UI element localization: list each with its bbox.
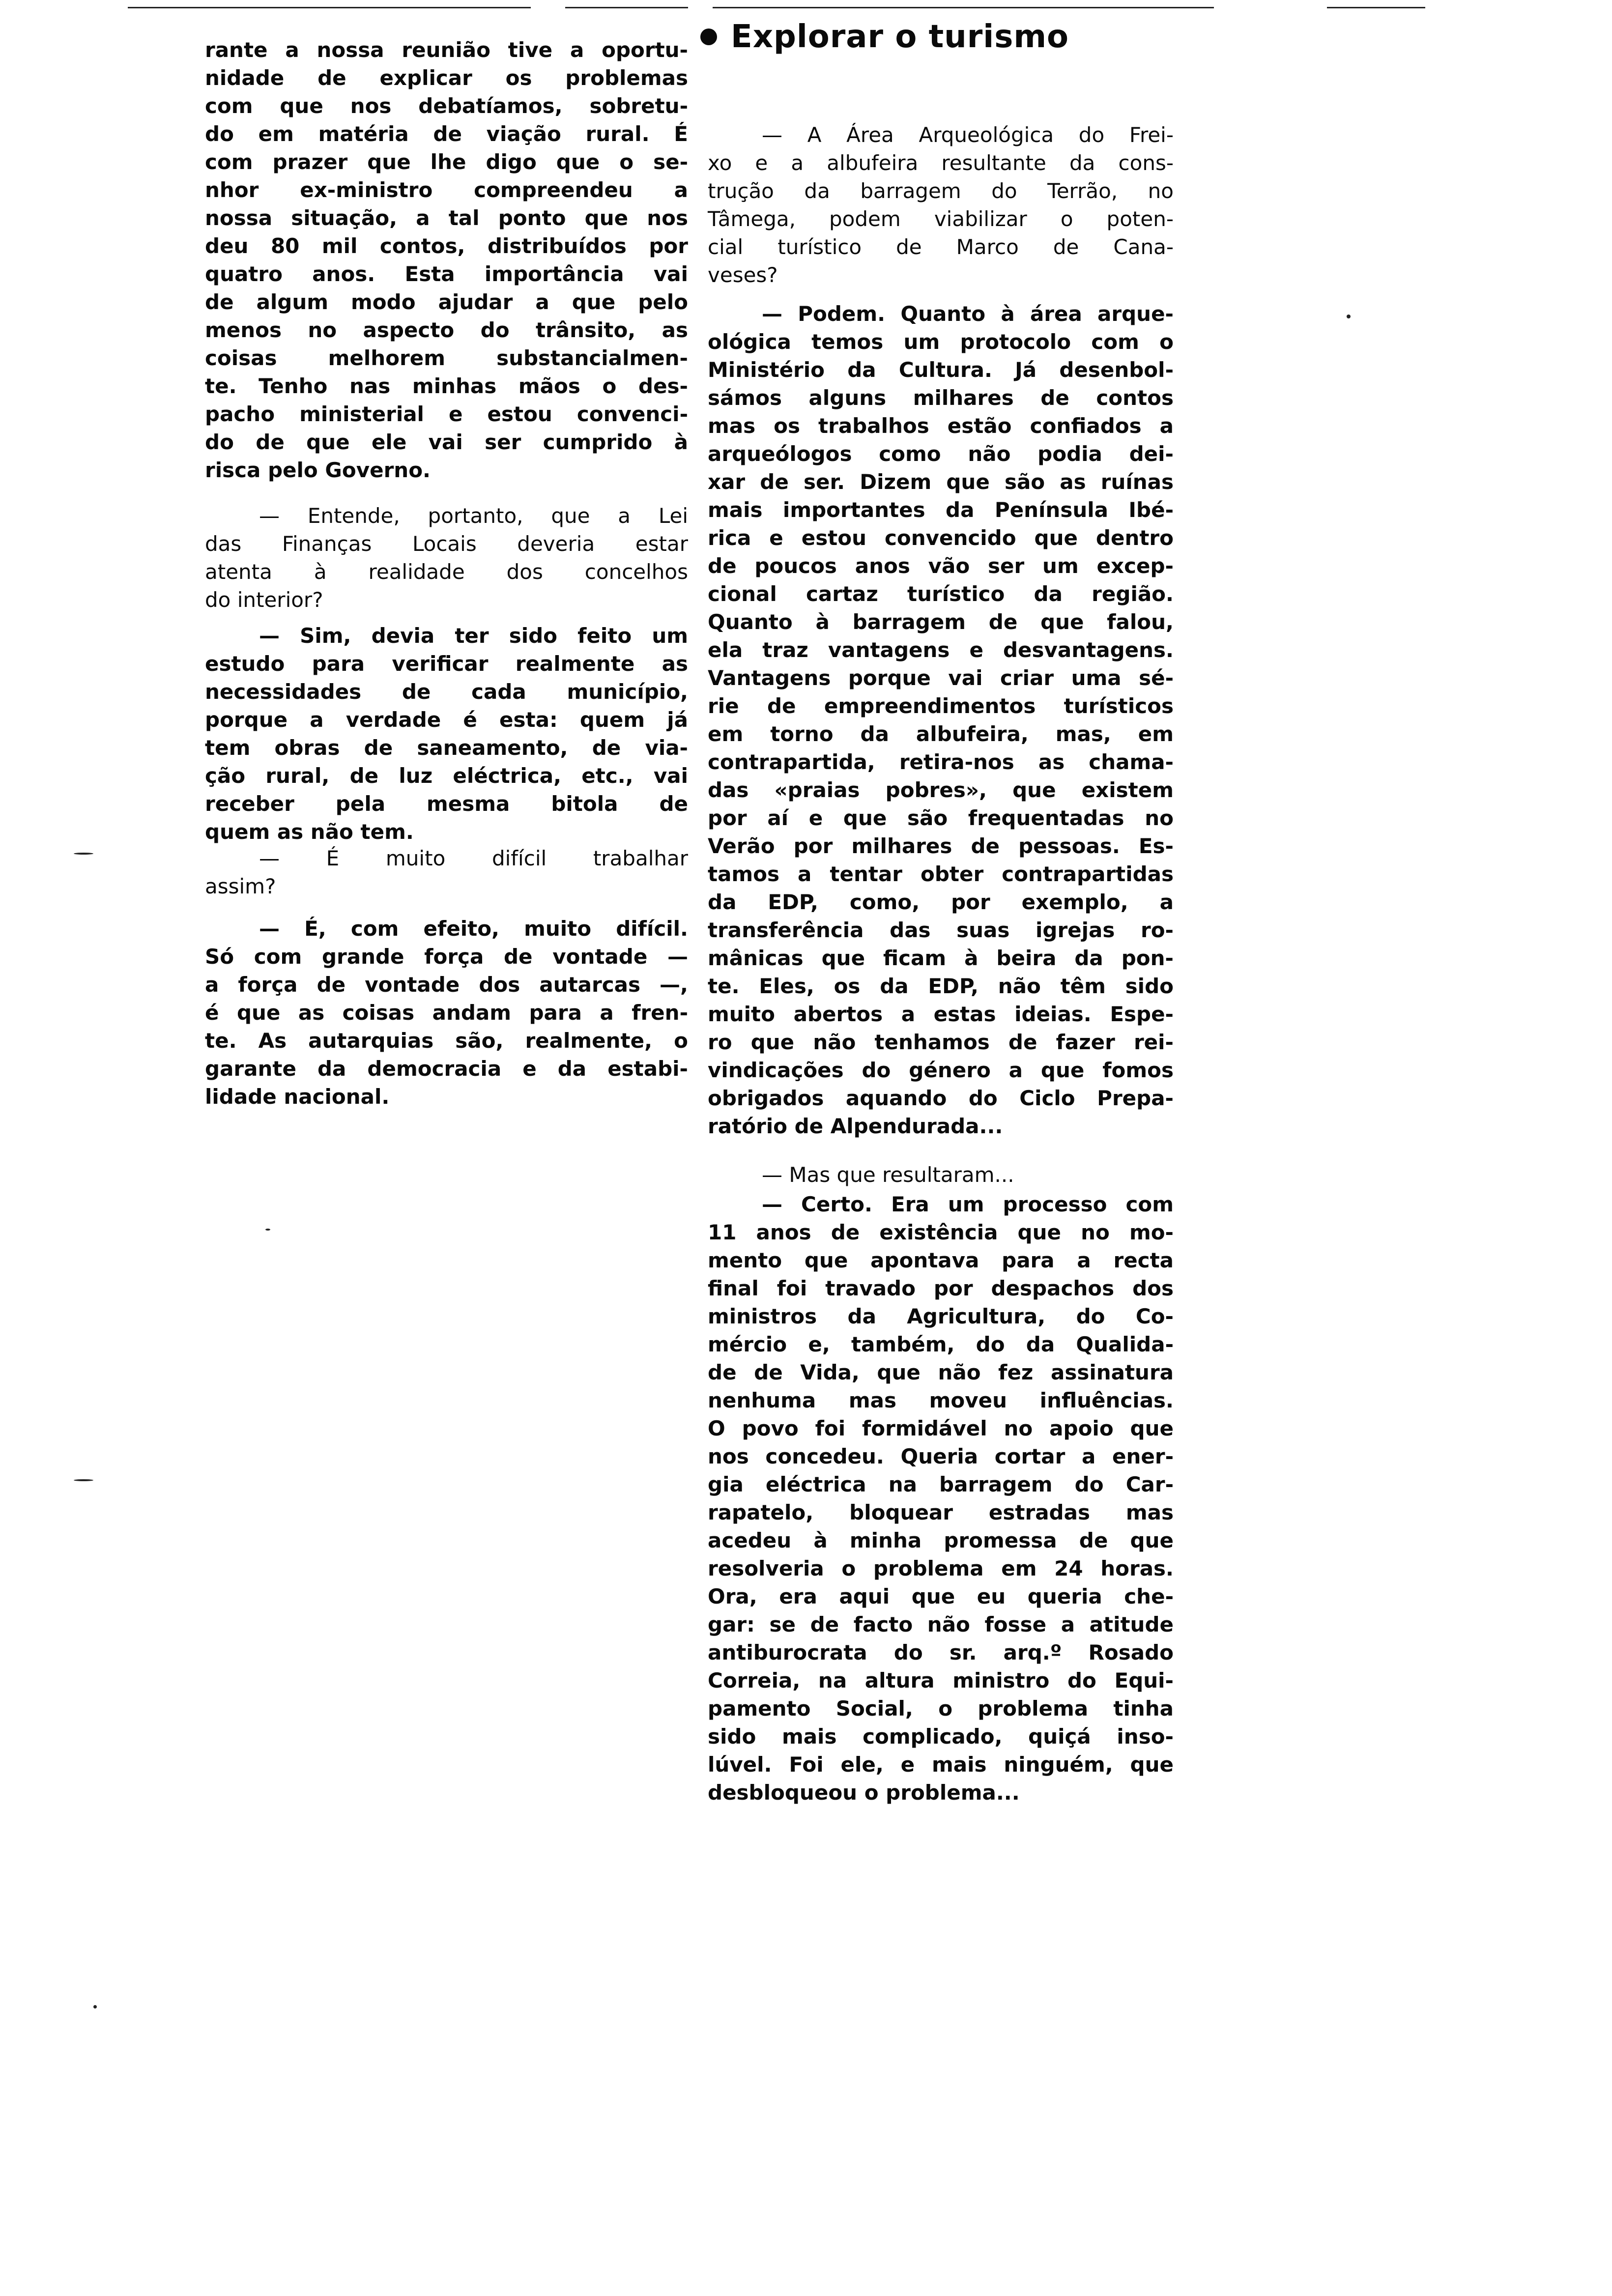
text-line: mércio e, também, do da Qualida- [708,1332,1174,1356]
text-line: receber pela mesma bitola de [205,792,688,816]
text-line: nhor ex-ministro compreendeu a [205,178,688,202]
text-line: do em matéria de viação rural. É [205,122,688,146]
text-line: coisas melhorem substancialmen- [205,346,688,370]
text-line: nenhuma mas moveu influências. [708,1388,1174,1412]
text-line: com prazer que lhe digo que o se- [205,150,688,174]
text-line: nidade de explicar os problemas [205,66,688,90]
paragraph [708,121,1174,289]
text-line: — É muito difícil trabalhar [259,846,688,870]
text-line: assim? [205,874,276,898]
text-line: mânicas que ficam à beira da pon- [708,946,1174,970]
text-line: final foi travado por despachos dos [708,1276,1174,1300]
text-line: de poucos anos vão ser um excep- [708,554,1174,578]
paragraph [205,844,688,900]
text-line: obrigados aquando do Ciclo Prepa- [708,1086,1174,1110]
text-line: resolveria o problema em 24 horas. [708,1556,1174,1580]
text-line: por aí e que são frequentadas no [708,806,1174,830]
text-line: cional cartaz turístico da região. [708,582,1174,606]
text-line: sido mais complicado, quiçá inso- [708,1724,1174,1749]
text-line: arqueólogos como não podia dei- [708,442,1174,466]
text-line: tamos a tentar obter contrapartidas [708,862,1174,886]
text-line: a força de vontade dos autarcas —, [205,973,688,997]
text-line: sámos alguns milhares de contos [708,386,1174,410]
text-line: pamento Social, o problema tinha [708,1696,1174,1721]
text-line: gia eléctrica na barragem do Car- [708,1472,1174,1496]
text-line: te. As autarquias são, realmente, o [205,1029,688,1053]
text-line: Vantagens porque vai criar uma sé- [708,666,1174,690]
text-line: da EDP, como, por exemplo, a [708,890,1174,914]
text-line: pacho ministerial e estou convenci- [205,402,688,426]
paragraph [205,622,688,846]
text-line: — Podem. Quanto à área arque- [762,302,1174,326]
text-line: xar de ser. Dizem que são as ruínas [708,470,1174,494]
text-line: é que as coisas andam para a fren- [205,1001,688,1025]
text-line: nossa situação, a tal ponto que nos [205,206,688,230]
paragraph [205,502,688,614]
text-line: tem obras de saneamento, de via- [205,736,688,760]
paragraph [205,915,688,1111]
text-line: ela traz vantagens e desvantagens. [708,638,1174,662]
text-line: quem as não tem. [205,820,414,844]
text-line: de algum modo ajudar a que pelo [205,290,688,314]
text-line: quatro anos. Esta importância vai [205,262,688,286]
text-line: — Entende, portanto, que a Lei [259,504,688,528]
text-line: transferência das suas igrejas ro- [708,918,1174,942]
text-line: necessidades de cada município, [205,680,688,704]
top-rule [713,7,1214,8]
text-line: veses? [708,263,778,287]
text-line: Ministério da Cultura. Já desenbol- [708,358,1174,382]
text-line: das Finanças Locais deveria estar [205,532,688,556]
section-heading [700,15,1069,59]
scan-speck [265,1229,270,1231]
text-line: nos concedeu. Queria cortar a ener- [708,1444,1174,1468]
text-line: mais importantes da Península Ibé- [708,498,1174,522]
top-rule [128,7,531,8]
text-line: risca pelo Governo. [205,458,431,482]
bullet-icon [700,29,717,45]
text-line: das «praias pobres», que existem [708,778,1174,802]
text-line: Tâmega, podem viabilizar o poten- [708,207,1174,231]
text-line: antiburocrata do sr. arq.º Rosado [708,1640,1174,1665]
text-line: lúvel. Foi ele, e mais ninguém, que [708,1752,1174,1777]
text-line: acedeu à minha promessa de que [708,1528,1174,1552]
text-line: Verão por milhares de pessoas. Es- [708,834,1174,858]
text-line: lidade nacional. [205,1085,390,1109]
text-line: — A Área Arqueológica do Frei- [762,123,1174,147]
text-line: mas os trabalhos estão confiados a [708,414,1174,438]
text-line: cial turístico de Marco de Cana- [708,235,1174,259]
text-line: contrapartida, retira-nos as chama- [708,750,1174,774]
scan-speck [74,853,93,855]
text-line: 11 anos de existência que no mo- [708,1220,1174,1244]
paragraph [708,300,1174,1140]
top-rule [1327,7,1425,8]
text-line: ro que não tenhamos de fazer rei- [708,1030,1174,1054]
text-line: — É, com efeito, muito difícil. [259,917,688,941]
paragraph [708,1161,1174,1189]
paragraph [205,36,688,484]
text-line: porque a verdade é esta: quem já [205,708,688,732]
text-line: estudo para verificar realmente as [205,652,688,676]
text-line: Ora, era aqui que eu queria che- [708,1584,1174,1608]
top-rule [565,7,688,8]
text-line: rie de empreendimentos turísticos [708,694,1174,718]
text-line: te. Tenho nas minhas mãos o des- [205,374,688,398]
text-line: do interior? [205,588,323,612]
paragraph [708,1190,1174,1807]
text-line: — Mas que resultaram... [762,1163,1014,1187]
text-line: menos no aspecto do trânsito, as [205,318,688,342]
text-line: ministros da Agricultura, do Co- [708,1304,1174,1328]
text-line: — Certo. Era um processo com [762,1192,1174,1216]
text-line: Quanto à barragem de que falou, [708,610,1174,634]
text-line: do de que ele vai ser cumprido à [205,430,688,454]
text-line: de de Vida, que não fez assinatura [708,1360,1174,1384]
text-line: te. Eles, os da EDP, não têm sido [708,974,1174,998]
text-line: em torno da albufeira, mas, em [708,722,1174,746]
text-line: rante a nossa reunião tive a oportu- [205,38,688,62]
text-line: xo e a albufeira resultante da cons- [708,151,1174,175]
text-line: rapatelo, bloquear estradas mas [708,1500,1174,1524]
text-line: ratório de Alpendurada... [708,1114,1003,1138]
text-line: ológica temos um protocolo com o [708,330,1174,354]
text-line: Só com grande força de vontade — [205,945,688,969]
text-line: com que nos debatíamos, sobretu- [205,94,688,118]
text-line: atenta à realidade dos concelhos [205,560,688,584]
text-line: rica e estou convencido que dentro [708,526,1174,550]
text-line: ção rural, de luz eléctrica, etc., vai [205,764,688,788]
text-line: deu 80 mil contos, distribuídos por [205,234,688,258]
text-line: vindicações do género a que fomos [708,1058,1174,1082]
text-line: mento que apontava para a recta [708,1248,1174,1272]
text-line: gar: se de facto não fosse a atitude [708,1612,1174,1636]
text-line: desbloqueou o problema... [708,1780,1020,1805]
text-line: Correia, na altura ministro do Equi- [708,1668,1174,1693]
text-line: O povo foi formidável no apoio que [708,1416,1174,1440]
text-line: garante da democracia e da estabi- [205,1057,688,1081]
scan-speck [93,2005,97,2009]
text-line: muito abertos a estas ideias. Espe- [708,1002,1174,1026]
heading-text: Explorar o turismo [731,19,1069,55]
text-line: trução da barragem do Terrão, no [708,179,1174,203]
text-line: — Sim, devia ter sido feito um [259,624,688,648]
scan-speck [74,1479,93,1481]
scan-speck [1347,315,1351,318]
